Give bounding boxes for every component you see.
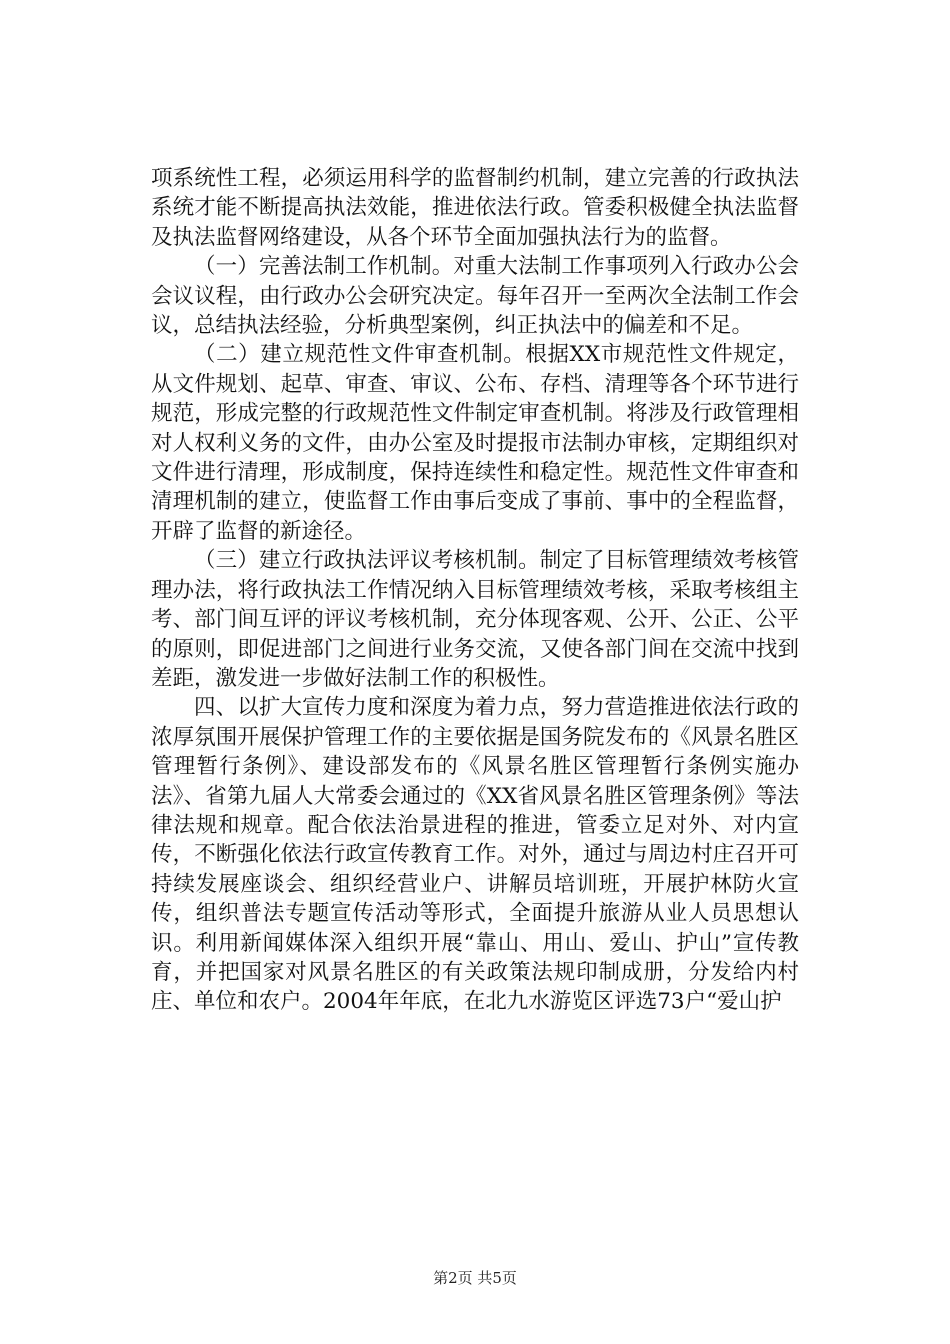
paragraph-section-1: （一）完善法制工作机制。对重大法制工作事项列入行政办公会会议议程，由行政办公会研究决定。每年召开一至两次全法制工作会议，总结执法经验，分析典型案例，纠正执法中的偏差和不足。 — [151, 254, 799, 339]
paragraph-section-2: （二）建立规范性文件审查机制。根据XX市规范性文件规定，从文件规划、起草、审查、审议、公布、存档、清理等各个环节进行规范，形成完整的行政规范性文件制定审查机制。将涉及行政管理相对人权利义务的文件，由办公室及时提报市法制办审核，定期组织对文件进行清理，形成制度，保持连续性和稳定性。规范性文件审查和清理机制的建立，使监督工作由事后变成了事前、事中的全程监督，开辟了监督的新途径。 — [151, 342, 799, 544]
paragraph-continuation: 项系统性工程，必须运用科学的监督制约机制，建立完善的行政执法系统才能不断提高执法效能，推进依法行政。管委积极健全执法监督及执法监督网络建设，从各个环节全面加强执法行为的监督。 — [151, 166, 799, 250]
document-body — [151, 164, 799, 1017]
paragraph-section-3: （三）建立行政执法评议考核机制。制定了目标管理绩效考核管理办法，将行政执法工作情况纳入目标管理绩效考核，采取考核组主考、部门间互评的评议考核机制，充分体现客观、公开、公正、公平的原则，即促进部门之间进行业务交流，又使各部门间在交流中找到差距，激发进一步做好法制工作的积极性。 — [151, 548, 799, 691]
page-number-footer: 第2页 共5页 — [433, 1269, 517, 1287]
paragraph-section-4: 四、以扩大宣传力度和深度为着力点，努力营造推进依法行政的浓厚氛围开展保护管理工作的主要依据是国务院发布的《风景名胜区管理暂行条例》、建设部发布的《风景名胜区管理暂行条例实施办法》、省第九届人大常委会通过的《XX省风景名胜区管理条例》等法律法规和规章。配合依法治景进程的推进，管委立足对外、对内宣传，不断强化依法行政宣传教育工作。对外，通过与周边村庄召开可持续发展座谈会、组织经营业户、讲解员培训班，开展护林防火宣传，组织普法专题宣传活动等形式，全面提升旅游从业人员思想认识。利用新闻媒体深入组织开展“靠山、用山、爱山、护山”宣传教育，并把国家对风景名胜区的有关政策法规印制成册，分发给内村庄、单位和农户。2004年年底，在北九水游览区评选73户“爱山护 — [151, 695, 799, 1015]
